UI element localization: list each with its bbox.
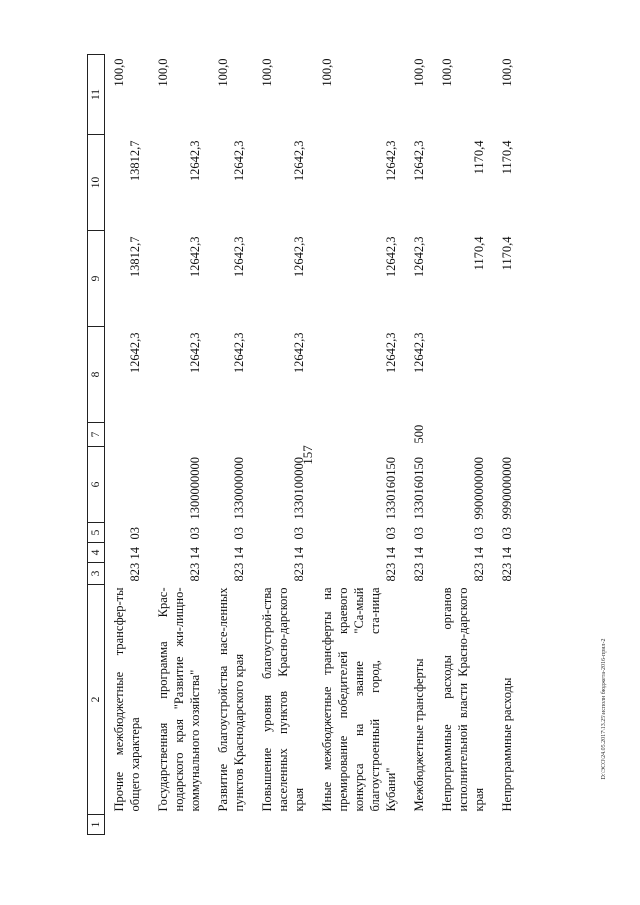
expense-type-cell bbox=[433, 423, 493, 447]
row-name-cell: Государственная программа Крас-нодарского края "Развитие жи-лищно-коммунального хозяйства" bbox=[156, 587, 202, 812]
approved-amount-cell bbox=[433, 327, 493, 423]
table-row bbox=[493, 55, 521, 835]
percent-executed-cell: 100,0 bbox=[412, 58, 426, 87]
target-article-cell: 9900000000 bbox=[472, 457, 486, 520]
file-path-footer: D:\ЭСО\24.05.2017\13.25\исполн бюджета-2016-прил-2 bbox=[601, 638, 607, 780]
section-code-cell: 14 bbox=[128, 547, 142, 560]
target-article-cell: 1300000000 bbox=[188, 457, 202, 520]
executed-amount-cell: 12642,3 bbox=[188, 140, 202, 182]
approved-amount-cell bbox=[493, 327, 521, 423]
target-article-cell bbox=[105, 447, 150, 523]
refined-amount-cell: 13812,7 bbox=[128, 236, 142, 278]
row-name-cell: Развитие благоустройства насе-ленных пунктов Краснодарского края bbox=[216, 587, 246, 812]
expense-type-cell bbox=[209, 423, 253, 447]
executed-amount-cell: 12642,3 bbox=[232, 140, 246, 182]
header-cell: 10 bbox=[88, 135, 105, 231]
subsection-code-cell: 03 bbox=[384, 527, 398, 540]
subsection-code-cell: 03 bbox=[412, 527, 426, 540]
table-row bbox=[313, 55, 405, 835]
row-name-cell: Иные межбюджетные трансферты на премирование победителей краевого конкурса на звание "Са-мый благоустроенный город, ста-ница Кубани" bbox=[320, 587, 398, 812]
section-code-cell: 14 bbox=[500, 547, 514, 560]
header-cell: 9 bbox=[88, 231, 105, 327]
header-cell: 6 bbox=[88, 447, 105, 523]
subsection-code-cell: 03 bbox=[292, 527, 306, 540]
row-index-cell bbox=[313, 815, 405, 835]
percent-executed-cell: 100,0 bbox=[440, 58, 454, 87]
admin-code-cell: 823 bbox=[292, 562, 306, 582]
subsection-code-cell: 03 bbox=[500, 527, 514, 540]
header-cell: 8 bbox=[88, 327, 105, 423]
expense-type-cell bbox=[149, 423, 209, 447]
approved-amount-cell: 12642,3 bbox=[292, 332, 306, 374]
refined-amount-cell: 1170,4 bbox=[500, 236, 514, 271]
row-index-cell bbox=[105, 815, 150, 835]
section-code-cell: 14 bbox=[412, 547, 426, 560]
table-row bbox=[433, 55, 493, 835]
refined-amount-cell: 12642,3 bbox=[232, 236, 246, 278]
admin-code-cell: 823 bbox=[412, 562, 426, 582]
row-index-cell bbox=[253, 815, 313, 835]
target-article-cell: 1330100000 bbox=[292, 457, 306, 520]
percent-executed-cell: 100,0 bbox=[320, 58, 334, 87]
row-name-cell: Непрограммные расходы органов исполнительной власти Красно-дарского края bbox=[440, 587, 486, 812]
row-name-cell: Повышение уровня благоустрой-ства населенных пунктов Красно-дарского края bbox=[260, 587, 306, 812]
row-index-cell bbox=[493, 815, 521, 835]
target-article-cell: 1330000000 bbox=[232, 457, 246, 520]
header-cell: 3 bbox=[88, 563, 105, 585]
subsection-code-cell: 03 bbox=[232, 527, 246, 540]
section-code-cell: 14 bbox=[292, 547, 306, 560]
admin-code-cell: 823 bbox=[128, 562, 142, 582]
executed-amount-cell: 12642,3 bbox=[412, 140, 426, 182]
section-code-cell: 14 bbox=[384, 547, 398, 560]
expense-type-cell: 500 bbox=[412, 424, 426, 444]
executed-amount-cell: 12642,3 bbox=[384, 140, 398, 182]
table-row bbox=[405, 55, 433, 835]
row-index-cell bbox=[433, 815, 493, 835]
row-name-cell: Непрограммные расходы bbox=[500, 677, 514, 812]
percent-executed-cell: 100,0 bbox=[216, 58, 230, 87]
section-code-cell: 14 bbox=[232, 547, 246, 560]
approved-amount-cell: 12642,3 bbox=[412, 332, 426, 374]
refined-amount-cell: 12642,3 bbox=[188, 236, 202, 278]
row-name-cell: Прочие межбюджетные трансфер-ты общего характера bbox=[112, 587, 142, 812]
table-header-row bbox=[88, 55, 105, 835]
admin-code-cell: 823 bbox=[188, 562, 202, 582]
expense-type-cell bbox=[313, 423, 405, 447]
admin-code-cell: 823 bbox=[232, 562, 246, 582]
header-cell: 11 bbox=[88, 55, 105, 135]
approved-amount-cell: 12642,3 bbox=[128, 332, 142, 374]
expense-type-cell bbox=[253, 423, 313, 447]
admin-code-cell: 823 bbox=[472, 562, 486, 582]
section-code-cell: 14 bbox=[188, 547, 202, 560]
header-cell: 2 bbox=[88, 585, 105, 815]
approved-amount-cell: 12642,3 bbox=[384, 332, 398, 374]
header-cell: 4 bbox=[88, 543, 105, 563]
row-index-cell bbox=[209, 815, 253, 835]
expense-type-cell bbox=[105, 423, 150, 447]
subsection-code-cell: 03 bbox=[188, 527, 202, 540]
table-row bbox=[253, 55, 313, 835]
target-article-cell: 9990000000 bbox=[500, 457, 514, 520]
refined-amount-cell: 12642,3 bbox=[292, 236, 306, 278]
percent-executed-cell: 100,0 bbox=[112, 58, 126, 87]
percent-executed-cell: 100,0 bbox=[500, 58, 514, 87]
row-index-cell bbox=[405, 815, 433, 835]
admin-code-cell: 823 bbox=[500, 562, 514, 582]
table-row bbox=[105, 55, 150, 835]
row-index-cell bbox=[149, 815, 209, 835]
executed-amount-cell: 13812,7 bbox=[128, 140, 142, 182]
header-cell: 1 bbox=[88, 815, 105, 835]
executed-amount-cell: 12642,3 bbox=[292, 140, 306, 182]
percent-executed-cell: 100,0 bbox=[156, 58, 170, 87]
page-number: 157 bbox=[300, 445, 315, 465]
admin-code-cell: 823 bbox=[384, 562, 398, 582]
approved-amount-cell: 12642,3 bbox=[188, 332, 202, 374]
row-name-cell: Межбюджетные трансферты bbox=[412, 658, 426, 812]
expense-type-cell bbox=[493, 423, 521, 447]
executed-amount-cell: 1170,4 bbox=[472, 140, 486, 175]
section-code-cell: 14 bbox=[472, 547, 486, 560]
target-article-cell: 1330160150 bbox=[412, 457, 426, 520]
subsection-code-cell: 03 bbox=[472, 527, 486, 540]
refined-amount-cell: 12642,3 bbox=[412, 236, 426, 278]
header-cell: 7 bbox=[88, 423, 105, 447]
table-row bbox=[209, 55, 253, 835]
subsection-code-cell: 03 bbox=[128, 527, 142, 540]
budget-table-rotated bbox=[87, 55, 597, 835]
target-article-cell: 1330160150 bbox=[384, 457, 398, 520]
percent-executed-cell: 100,0 bbox=[260, 58, 274, 87]
refined-amount-cell: 12642,3 bbox=[384, 236, 398, 278]
approved-amount-cell: 12642,3 bbox=[232, 332, 246, 374]
refined-amount-cell: 1170,4 bbox=[472, 236, 486, 271]
header-cell: 5 bbox=[88, 523, 105, 543]
budget-table bbox=[87, 54, 521, 835]
executed-amount-cell: 1170,4 bbox=[500, 140, 514, 175]
table-row bbox=[149, 55, 209, 835]
